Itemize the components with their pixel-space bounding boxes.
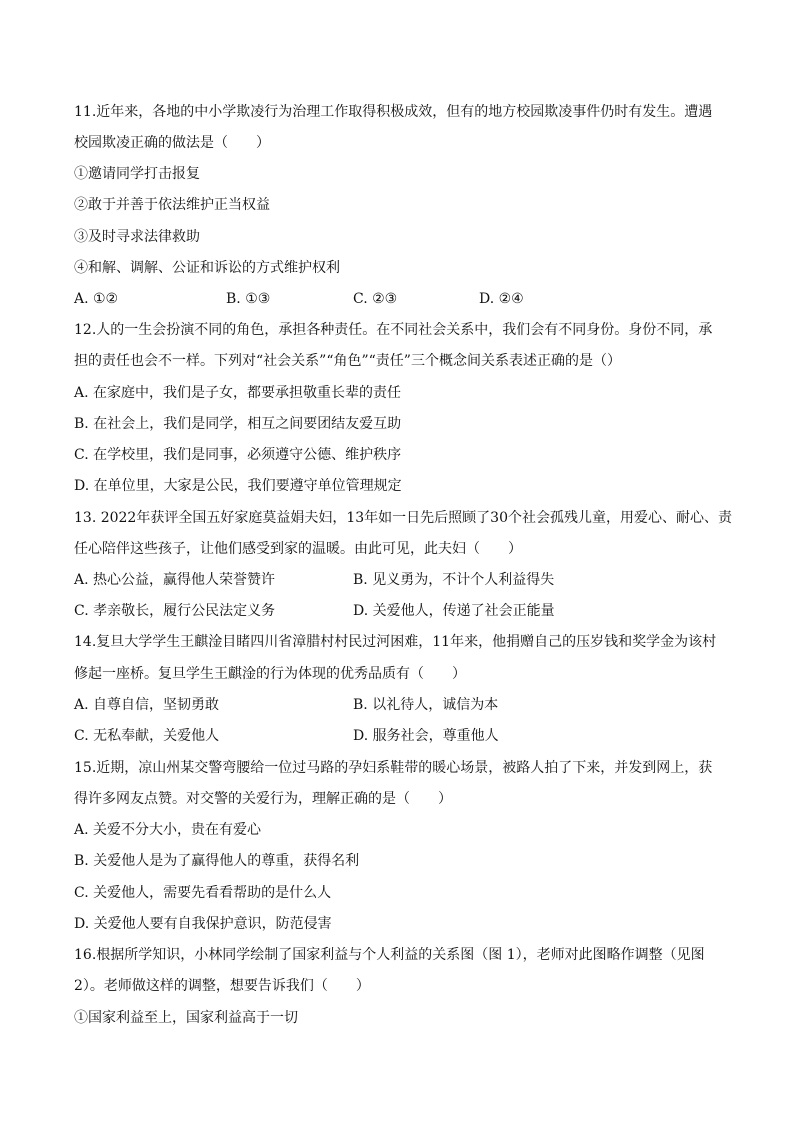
q11-option-b[interactable]: B. ①③ xyxy=(226,291,271,307)
q14-option-a[interactable]: A. 自尊自信，坚韧勇敢 xyxy=(74,697,220,713)
q13-option-b[interactable]: B. 见义勇为，不计个人利益得失 xyxy=(353,572,555,588)
q12-stem-line-1: 12.人的一生会扮演不同的角色，承担各种责任。在不同社会关系中，我们会有不同身份。身份不同，承 xyxy=(74,322,713,338)
q15-option-d[interactable]: D. 关爱他人要有自我保护意识，防范侵害 xyxy=(74,916,332,932)
q12-option-d[interactable]: D. 在单位里，大家是公民，我们要遵守单位管理规定 xyxy=(74,478,402,494)
q14-option-b[interactable]: B. 以礼待人，诚信为本 xyxy=(353,697,499,713)
q11-statement-4: ④和解、调解、公证和诉讼的方式维护权利 xyxy=(74,260,340,276)
q12-option-c[interactable]: C. 在学校里，我们是同事，必须遵守公德、维护秩序 xyxy=(74,447,402,463)
q15-stem-line-1: 15.近期，凉山州某交警弯腰给一位过马路的孕妇系鞋带的暖心场景，被路人拍了下来，并发到网上，获 xyxy=(74,760,713,776)
q13-option-a[interactable]: A. 热心公益，赢得他人荣誉赞许 xyxy=(74,572,276,588)
q12-option-a[interactable]: A. 在家庭中，我们是子女，都要承担敬重长辈的责任 xyxy=(74,385,402,401)
q13-option-c[interactable]: C. 孝亲敬长，履行公民法定义务 xyxy=(74,603,276,619)
q15-option-b[interactable]: B. 关爱他人是为了赢得他人的尊重，获得名利 xyxy=(74,853,360,869)
q11-statement-1: ①邀请同学打击报复 xyxy=(74,166,200,182)
q13-stem-line-1: 13. 2022年获评全国五好家庭莫益娟夫妇，13年如一日先后照顾了30个社会孤残儿童，用爱心、耐心、责 xyxy=(74,510,732,526)
q13-stem-line-2: 任心陪伴这些孩子，让他们感受到家的温暖。由此可见，此夫妇（ ） xyxy=(74,541,522,557)
q14-stem-line-1: 14.复旦大学学生王麒淦目睹四川省漳腊村村民过河困难，11年来，他捐赠自己的压岁钱和奖学金为该村 xyxy=(74,634,717,650)
q11-option-c[interactable]: C. ②③ xyxy=(353,291,398,307)
q12-option-b[interactable]: B. 在社会上，我们是同学，相互之间要团结友爱互助 xyxy=(74,416,402,432)
q11-statement-2: ②敢于并善于依法维护正当权益 xyxy=(74,197,270,213)
q11-stem-line-1: 11.近年来，各地的中小学欺凌行为治理工作取得积极成效，但有的地方校园欺凌事件仍时有发生。遭遇 xyxy=(74,104,713,120)
q15-option-a[interactable]: A. 关爱不分大小，贵在有爱心 xyxy=(74,822,262,838)
q16-stem-line-1: 16.根据所学知识，小林同学绘制了国家利益与个人利益的关系图（图 1），老师对此图略作调整（见图 xyxy=(74,947,705,963)
q11-option-a[interactable]: A. ①② xyxy=(74,291,119,307)
q15-option-c[interactable]: C. 关爱他人，需要先看看帮助的是什么人 xyxy=(74,885,332,901)
q11-stem-line-2: 校园欺凌正确的做法是（ ） xyxy=(74,135,270,151)
q13-option-d[interactable]: D. 关爱他人，传递了社会正能量 xyxy=(353,603,555,619)
q14-stem-line-2: 修起一座桥。复旦学生王麒淦的行为体现的优秀品质有（ ） xyxy=(74,666,466,682)
q16-stem-line-2: 2）。老师做这样的调整，想要告诉我们（ ） xyxy=(74,978,370,994)
q14-option-c[interactable]: C. 无私奉献，关爱他人 xyxy=(74,728,220,744)
q14-option-d[interactable]: D. 服务社会，尊重他人 xyxy=(353,728,499,744)
q11-option-d[interactable]: D. ②④ xyxy=(479,291,524,307)
q16-statement-1: ①国家利益至上，国家利益高于一切 xyxy=(74,1010,298,1026)
q12-stem-line-2: 担的责任也会不一样。下列对“社会关系”“角色”“责任”三个概念间关系表述正确的是（） xyxy=(74,353,621,369)
q11-statement-3: ③及时寻求法律救助 xyxy=(74,229,200,245)
q15-stem-line-2: 得许多网友点赞。对交警的关爱行为，理解正确的是（ ） xyxy=(74,791,452,807)
